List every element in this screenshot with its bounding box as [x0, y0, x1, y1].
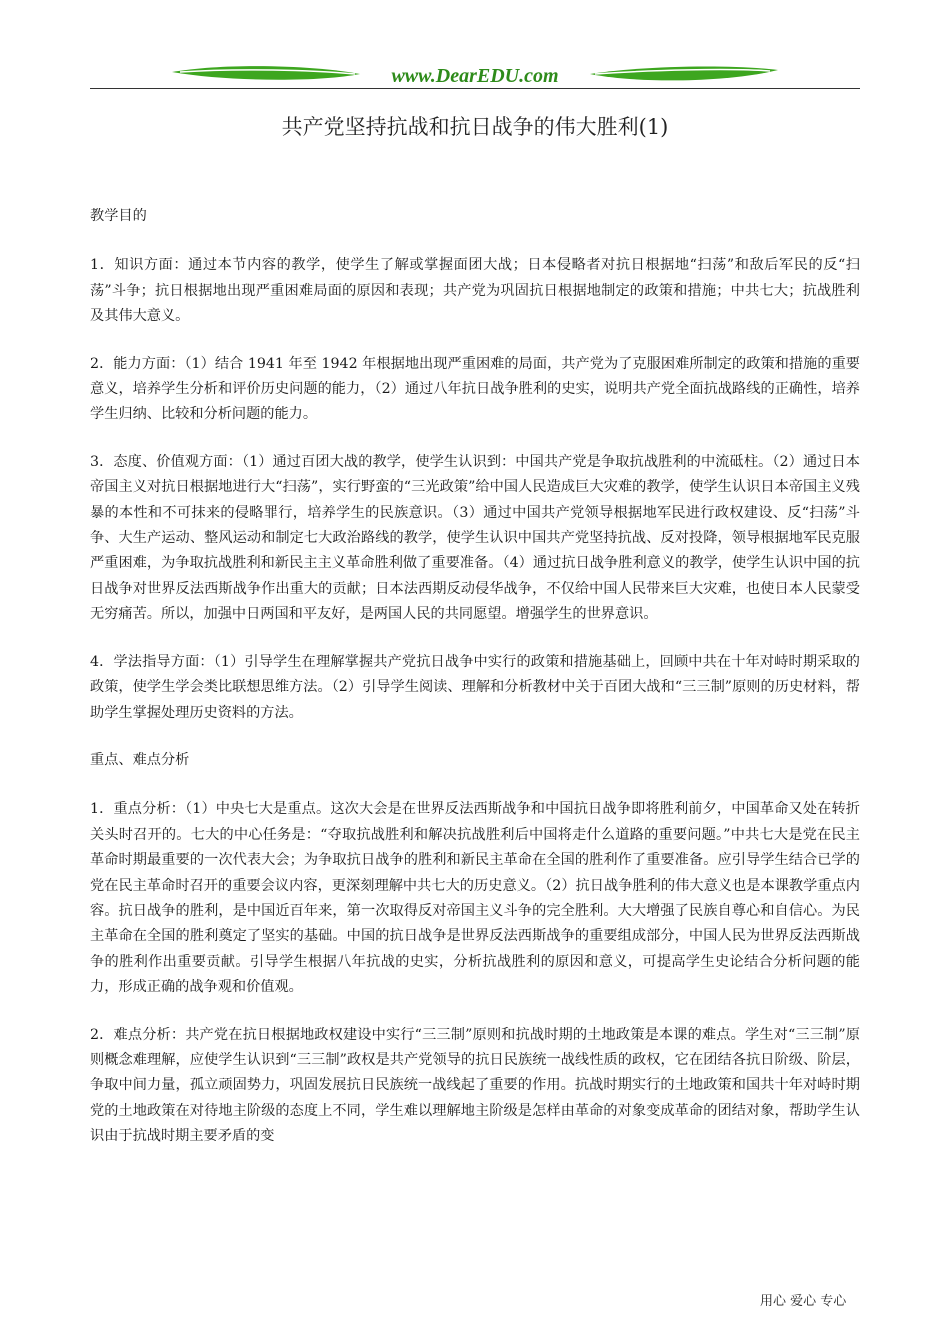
body-paragraph: 2．难点分析：共产党在抗日根据地政权建设中实行“三三制”原则和抗战时期的土地政策是本课的难点。学生对“三三制”原则概念难理解，应使学生认识到“三三制”政权是共产党领导的抗日民族统一战线性质的政权，它在团结各抗日阶级、阶层，争取中间力量，孤立顽固势力，巩固发展抗日民族统一战线起了重要的作用。抗战时期实行的土地政策和国共十年对峙时期党的土地政策在对待地主阶级的态度上不同，学生难以理解地主阶级是怎样由革命的对象变成革命的团结对象，帮助学生认识由于抗战时期主要矛盾的变 — [90, 1026, 860, 1145]
header-divider — [90, 88, 860, 89]
section-heading: 重点、难点分析 — [90, 751, 190, 768]
body-paragraph: 1．重点分析：（1）中央七大是重点。这次大会是在世界反法西斯战争和中国抗日战争即将胜利前夕，中国革命又处在转折关头时召开的。七大的中心任务是：“夺取抗战胜利和解决抗战胜利后中国将走什么道路的重要问题。”中共七大是党在民主革命时期最重要的一次代表大会；为争取抗日战争的胜利和新民主革命在全国的胜利作了重要准备。应引导学生结合已学的党在民主革命时召开的重要会议内容，更深刻理解中共七大的历史意义。（2）抗日战争胜利的伟大意义也是本课教学重点内容。抗日战争的胜利，是中国近百年来，第一次取得反对帝国主义斗争的完全胜利。大大增强了民族自尊心和自信心。为民主革命在全国的胜利奠定了坚实的基础。中国的抗日战争是世界反法西斯战争的重要组成部分，中国人民为世界反法西斯战争的胜利作出重要贡献。引导学生根据八年抗战的史实，分析抗战胜利的原因和意义，可提高学生史论结合分析问题的能力，形成正确的战争观和价值观。 — [90, 801, 860, 996]
right-leaf-icon — [590, 67, 778, 81]
document-body — [90, 204, 860, 1172]
body-paragraph: 4．学法指导方面：（1）引导学生在理解掌握共产党抗日战争中实行的政策和措施基础上，回顾中共在十年对峙时期采取的政策，使学生学会类比联想思维方法。（2）引导学生阅读、理解和分析教材中关于百团大战和“三三制”原则的历史材料，帮助学生掌握处理历史资料的方法。 — [90, 653, 860, 721]
section-heading: 教学目的 — [90, 208, 147, 224]
site-logo — [170, 62, 780, 88]
body-paragraph: 3．态度、价值观方面：（1）通过百团大战的教学，使学生认识到：中国共产党是争取抗战胜利的中流砥柱。（2）通过日本帝国主义对抗日根据地进行大“扫荡”，实行野蛮的“三光政策”给中国人民造成巨大灾难的教学，使学生认识日本帝国主义残暴的本性和不可抹来的侵略罪行，培养学生的民族意识。（3）通过中国共产党领导根据地军民进行政权建设、反“扫荡”斗争、大生产运动、整风运动和制定七大政治路线的教学，使学生认识中国共产党坚持抗战、反对投降，领导根据地军民克服严重困难，为争取抗战胜利和新民主主义革命胜利做了重要准备。（4）通过抗日战争胜利意义的教学，使学生认识中国的抗日战争对世界反法西斯战争作出重大的贡献；日本法西期反动侵华战争，不仅给中国人民带来巨大灾难，也使日本人民蒙受无穷痛苦。所以，加强中日两国和平友好，是两国人民的共同愿望。增强学生的世界意识。 — [90, 453, 860, 623]
body-paragraph: 1．知识方面：通过本节内容的教学，使学生了解或掌握面团大战；日本侵略者对抗日根据地“扫荡”和敌后军民的反“扫荡”斗争；抗日根据地出现严重困难局面的原因和表现；共产党为巩固抗日根据地制定的政策和措施；中共七大；抗战胜利及其伟大意义。 — [90, 257, 860, 325]
logo-text: www.DearEDU.com — [391, 65, 559, 87]
page-title: 共产党坚持抗战和抗日战争的伟大胜利(1) — [281, 115, 669, 139]
page-footer: 用心 爱心 专心 — [760, 1294, 847, 1309]
body-paragraph: 2．能力方面：（1）结合 1941 年至 1942 年根据地出现严重困难的局面，共产党为了克服困难所制定的政策和措施的重要意义，培养学生分析和评价历史问题的能力，（2）通过八年抗日战争胜利的史实，说明共产党全面抗战路线的正确性，培养学生归纳、比较和分析问题的能力。 — [90, 355, 860, 423]
